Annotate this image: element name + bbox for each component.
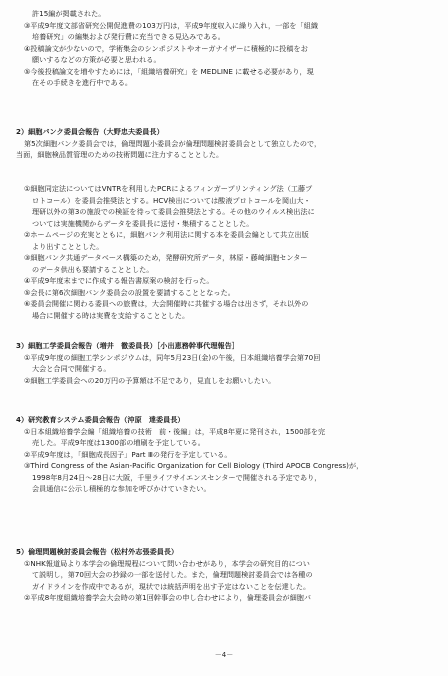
text-line: ③Third Congress of the Asian-Pacific Organization for Cell Biology (Third APOCB Congress)が， (24, 461, 364, 470)
text-line: 大会と合同で開催する。 (32, 364, 111, 373)
text-line: ③平成9年度文部省研究公開促進費の103万円は，平成9年度収入に繰り入れ，一部を「組織 (24, 20, 318, 30)
text-line: ④投稿論文が少ないので，学術集会のシンポジストやオーガナイザーに積極的に投稿をお (24, 43, 308, 53)
text-line: ⑤今後投稿論文を増やすためには，「組織培養研究」を MEDLINE に載せる必要があり，現 (24, 66, 314, 76)
paragraph-block (16, 126, 434, 161)
text-line: ②平成9年度は，「細胞成長因子」Part Ⅲの発行を予定している。 (24, 449, 232, 459)
section-heading: 2）細胞バンク委員会報告（大野忠夫委員長） (16, 127, 164, 136)
page-number: －4－ (214, 651, 234, 659)
section-heading: 4）研究教育システム委員会報告（沖原 達委員長） (16, 415, 185, 424)
text-line: ①NHK報道局より本学会の倫理規程について問い合わせがあり，本学会の研究目的につい (24, 558, 310, 568)
text-line: 当面，細胞検品質管理のための技術問題に注力することとした。 (16, 150, 224, 159)
text-line: ⑥委員会開催に関わる委員への旅費は，大会開催時に共催する場合は出さず，それ以外の (24, 299, 309, 308)
text-line: ③細胞バンク共通データベース構築のため，発酵研究所データ，林原・藤崎細胞センター (24, 253, 308, 262)
text-line: ②細胞工学委員会への20万円の予算額は不足であり，見直しをお願いしたい。 (24, 375, 276, 385)
text-line: 1998年8月24日～28日に大阪，千里ライフサイエンスセンターで開催される予定であり， (32, 472, 322, 482)
text-line: 培養研究」の編集および発行費に充当できる見込みである。 (32, 32, 225, 41)
text-line: 許15編が掲載された。 (32, 9, 106, 18)
section-heading: 3）細胞工学委員会報告（増井 徹委員長）［小出恵務幹事代理報告］ (16, 341, 239, 350)
section-heading: 5）倫理問題検討委員会報告（松村外志張委員長） (16, 547, 179, 556)
text-line: 願いするなどの方策が必要と思われる。 (32, 55, 161, 64)
text-line: 第5次細胞バンク委員会では，倫理問題小委員会が倫理問題検討委員会として独立したので， (24, 138, 322, 148)
text-line: ②ホームページの充実とともに，細胞バンク利用法に関する本を委員会編として共立出版 (24, 230, 309, 239)
text-line: ①日本組織培養学会編「組織培養の技術 前・後編」は，平成8年夏に発刊され，1500部を完 (24, 426, 326, 436)
text-line: ①平成9年度の細胞工学シンポジウムは，同年5月23日(金)の午後，日本組織培養学会第70回 (24, 352, 321, 362)
text-line: 在その手続きを進行中である。 (32, 78, 133, 87)
text-line: ②平成8年度組織培養学会大会時の第1回幹事会の申し合わせにより，倫理委員会が細胞バ (24, 593, 311, 602)
text-line: ロトコール）を委員会推奨法とする。HCV検出については酸液プロトコールを岡山大・ (32, 195, 311, 205)
text-line: 会員通信に公示し積極的な参加を呼びかけていきたい。 (32, 484, 211, 493)
text-line: て説明し，第70回大会の抄録の一部を送付した。また，倫理問題検討委員会では各種の (32, 570, 313, 579)
text-line: ④平成9年度末までに作成する報告書原案の検討を行った。 (24, 276, 214, 285)
text-line: 売した。平成9年度は1300部の増刷を予定している。 (32, 438, 205, 447)
paragraph-block (16, 183, 434, 321)
text-line: より出すこととした。 (32, 241, 104, 251)
text-line: ガイドラインを作成中であるが，現状では統括声明を出す予定はないことを伝達した。 (32, 581, 311, 591)
text-line: ①細胞同定法についてはVNTRを利用したPCRによるフィンガープリンティング法（工藤プ (24, 184, 313, 193)
paragraph-block (16, 8, 434, 89)
text-line: 場合に開催する時は実費を支給することとした。 (32, 310, 190, 320)
text-line: ⑤会長に第6次細胞バンク委員会の設置を要請することとなった。 (24, 287, 235, 297)
paragraph-block (16, 546, 434, 604)
text-line: 理研以外の第3の施設での検証を待って委員会推奨法とする。その他のウイルス検出法に (32, 207, 315, 216)
text-line: のデータ供出も要請することとした。 (32, 264, 154, 274)
paragraph-block (16, 414, 434, 495)
text-line: ついては実施機関からデータを委員長に送付・集積することとした。 (32, 218, 254, 228)
paragraph-block (16, 340, 434, 386)
